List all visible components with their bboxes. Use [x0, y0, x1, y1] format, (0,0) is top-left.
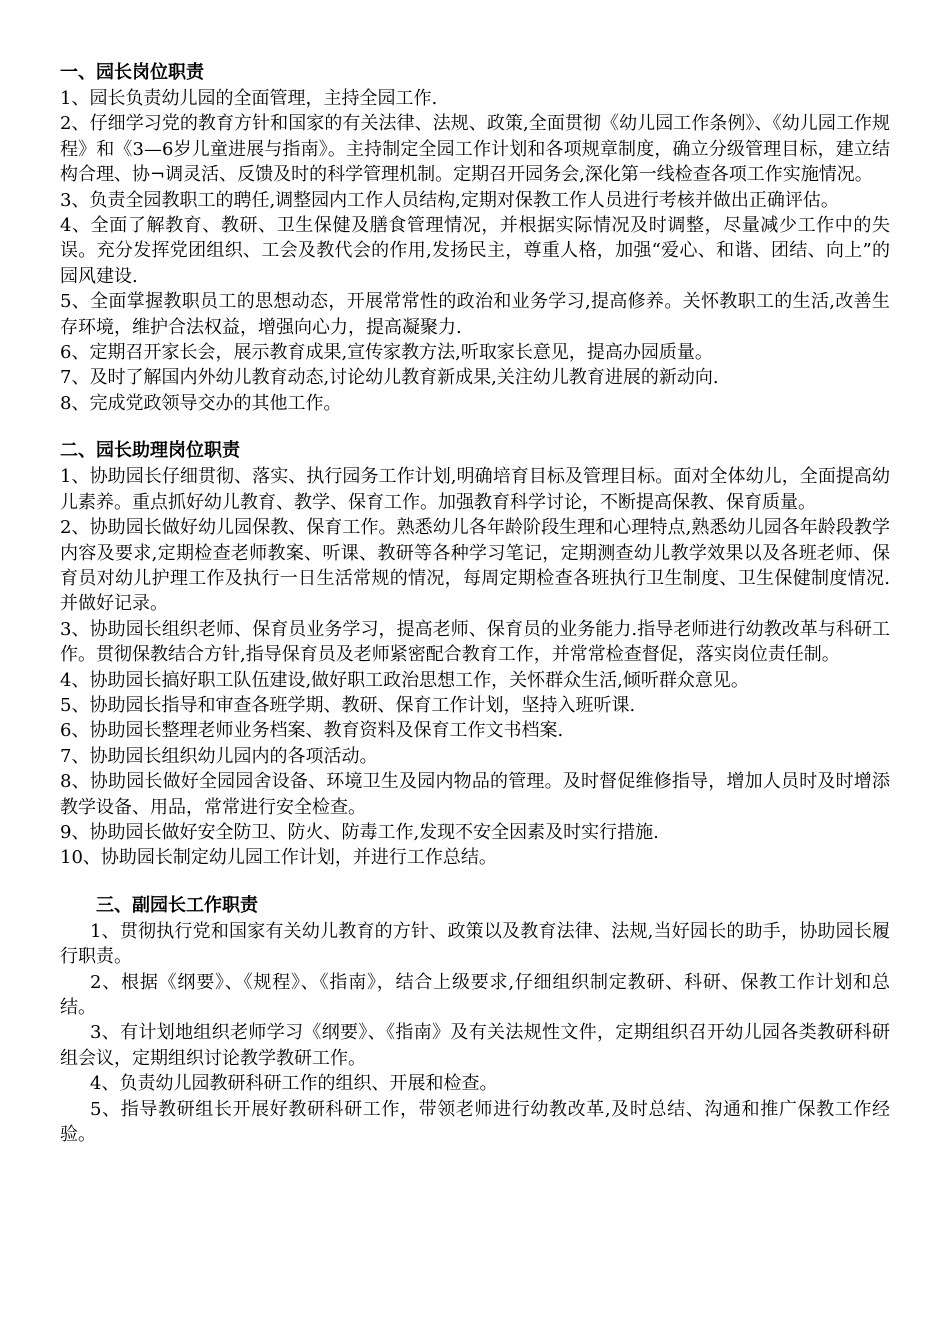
section-title: 二、园长助理岗位职责 [60, 440, 240, 462]
section-assistant-duties [60, 438, 890, 871]
section-title: 一、园长岗位职责 [60, 62, 204, 83]
duty-item: 2、仔细学习党的教育方针和国家的有关法律、法规、政策,全面贯彻《幼儿园工作条例》、《幼儿园工作规程》和《3—6岁儿童进展与指南》。主持制定全园工作计划和各项规章制度，确立分级管理目标，建立结构合理、协¬调灵活、反馈及时的科学管理机制。定期召开园务会,深化第一线检查各项工作实施情况。 [60, 113, 890, 186]
duty-item: 7、及时了解国内外幼儿教育动态,讨论幼儿教育新成果,关注幼儿教育进展的新动向. [60, 367, 719, 389]
duty-item: 3、有计划地组织老师学习《纲要》、《指南》及有关法规性文件，定期组织召开幼儿园各类教研科研组会议，定期组织讨论教学教研工作。 [60, 1022, 890, 1069]
duty-item: 2、协助园长做好幼儿园保教、保育工作。熟悉幼儿各年龄阶段生理和心理特点,熟悉幼儿园各年龄段教学内容及要求,定期检查老师教案、听课、教研等各种学习笔记，定期测查幼儿教学效果以及各班老师、保育员对幼儿护理工作及执行一日生活常规的情况，每周定期检查各班执行卫生制度、卫生保健制度情况.并做好记录。 [60, 517, 890, 615]
section-principal-duties [60, 60, 890, 416]
duty-item: 6、协助园长整理老师业务档案、教育资料及保育工作文书档案. [60, 720, 564, 742]
duty-item: 8、协助园长做好全园园舍设备、环境卫生及园内物品的管理。及时督促维修指导，增加人员时及时增添教学设备、用品，常常进行安全检查。 [60, 771, 890, 818]
duty-item: 4、全面了解教育、教研、卫生保健及膳食管理情况，并根据实际情况及时调整，尽量减少工作中的失误。充分发挥党团组织、工会及教代会的作用,发扬民主，尊重人格，加强“爱心、和谐、团结、向上”的园风建设. [60, 215, 890, 287]
duty-item: 3、协助园长组织老师、保育员业务学习，提高老师、保育员的业务能力.指导老师进行幼教改革与科研工作。贯彻保教结合方针,指导保育员及老师紧密配合教育工作，并常常检查督促，落实岗位责任制。 [60, 618, 890, 666]
duty-item: 9、协助园长做好安全防卫、防火、防毒工作,发现不安全因素及时实行措施. [60, 821, 659, 843]
duty-item: 7、协助园长组织幼儿园内的各项活动。 [60, 745, 378, 767]
document-page [60, 60, 890, 1147]
duty-item: 6、定期召开家长会，展示教育成果,宣传家教方法,听取家长意见，提高办园质量。 [60, 342, 713, 364]
duty-item: 5、指导教研组长开展好教研科研工作，带领老师进行幼教改革,及时总结、沟通和推广保教工作经验。 [60, 1098, 890, 1146]
duty-item: 1、协助园长仔细贯彻、落实、执行园务工作计划,明确培育目标及管理目标。面对全体幼儿，全面提高幼儿素养。重点抓好幼儿教育、教学、保育工作。加强教育科学讨论，不断提高保教、保育质量。 [60, 466, 890, 513]
duty-item: 5、全面掌握教职员工的思想动态，开展常常性的政治和业务学习,提高修养。关怀教职工的生活,改善生存环境，维护合法权益，增强向心力，提高凝聚力. [60, 291, 890, 338]
duty-item: 4、协助园长搞好职工队伍建设,做好职工政治思想工作，关怀群众生活,倾听群众意见。 [60, 669, 749, 691]
duty-item: 8、完成党政领导交办的其他工作。 [60, 392, 342, 414]
duty-item: 1、贯彻执行党和国家有关幼儿教育的方针、政策以及教育法律、法规,当好园长的助手，协助园长履行职责。 [60, 920, 890, 968]
duty-item: 5、协助园长指导和审查各班学期、教研、保育工作计划，坚持入班听课. [60, 694, 636, 716]
duty-item: 4、负责幼儿园教研科研工作的组织、开展和检查。 [90, 1073, 498, 1095]
duty-item: 2、根据《纲要》、《规程》、《指南》，结合上级要求,仔细组织制定教研、科研、保教工作计划和总结。 [60, 971, 890, 1018]
duty-item: 1、园长负责幼儿园的全面管理，主持全园工作. [60, 88, 438, 109]
duty-item: 3、负责全园教职工的聘任,调整园内工作人员结构,定期对保教工作人员进行考核并做出正确评估。 [60, 189, 839, 211]
duty-item: 10、协助园长制定幼儿园工作计划，并进行工作总结。 [60, 847, 497, 869]
section-vice-principal-duties [60, 893, 890, 1148]
section-title: 三、副园长工作职责 [96, 894, 258, 916]
